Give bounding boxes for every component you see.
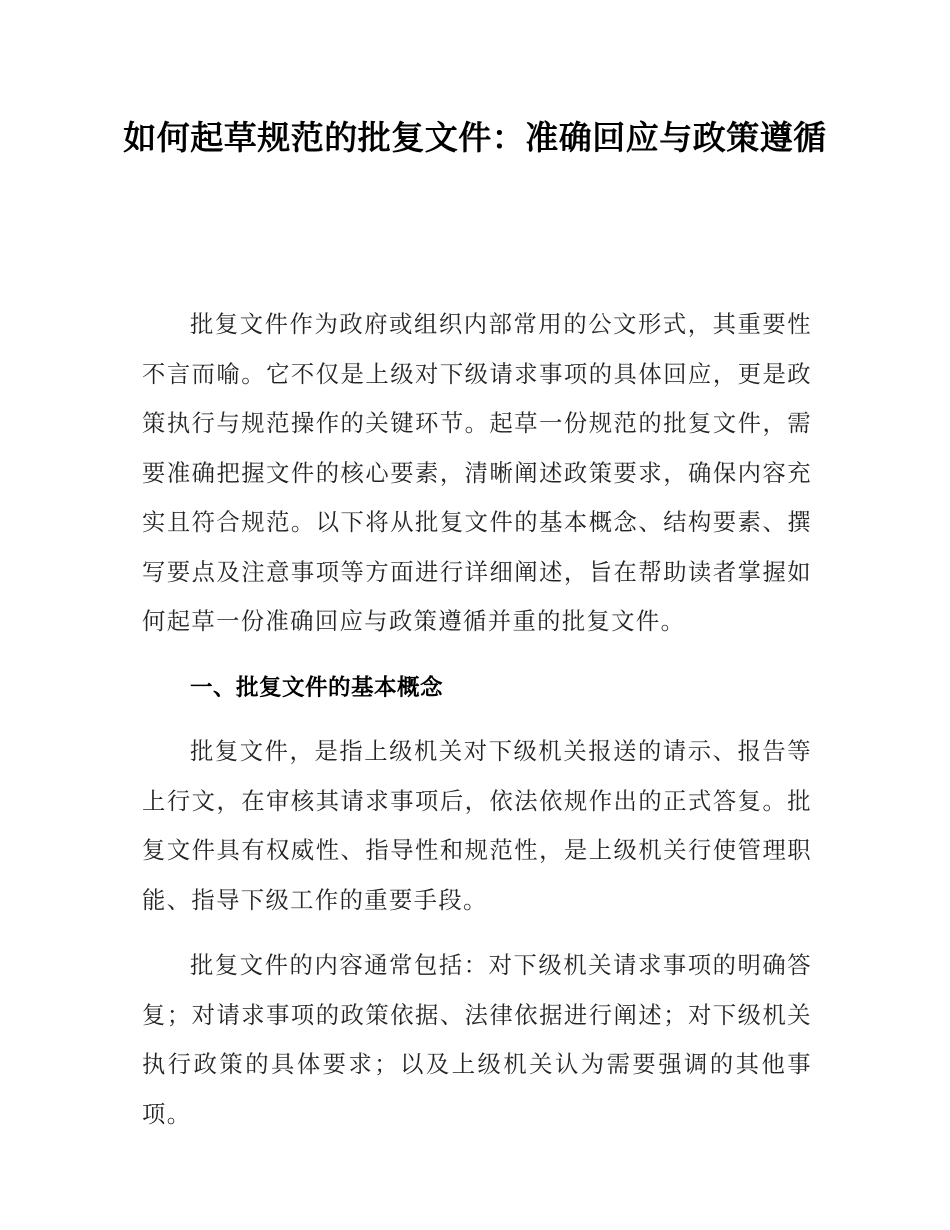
section-heading-1: 一、批复文件的基本概念 (190, 675, 444, 701)
section-1-paragraph-1: 批复文件，是指上级机关对下级机关报送的请示、报告等上行文，在审核其请求事项后，依法依规作出的正式答复。批复文件具有权威性、指导性和规范性，是上级机关行使管理职能、指导下级工作的重要手段。 (142, 738, 812, 914)
intro-paragraph: 批复文件作为政府或组织内部常用的公文形式，其重要性不言而喻。它不仅是上级对下级请求事项的具体回应，更是政策执行与规范操作的关键环节。起草一份规范的批复文件，需要准确把握文件的核心要素，清晰阐述政策要求，确保内容充实且符合规范。以下将从批复文件的基本概念、结构要素、撰写要点及注意事项等方面进行详细阐述，旨在帮助读者掌握如何起草一份准确回应与政策遵循并重的批复文件。 (142, 311, 812, 635)
document-title: 如何起草规范的批复文件：准确回应与政策遵循 (123, 118, 827, 157)
section-1-paragraph-2: 批复文件的内容通常包括：对下级机关请求事项的明确答复；对请求事项的政策依据、法律依据进行阐述；对下级机关执行政策的具体要求；以及上级机关认为需要强调的其他事项。 (142, 952, 812, 1128)
